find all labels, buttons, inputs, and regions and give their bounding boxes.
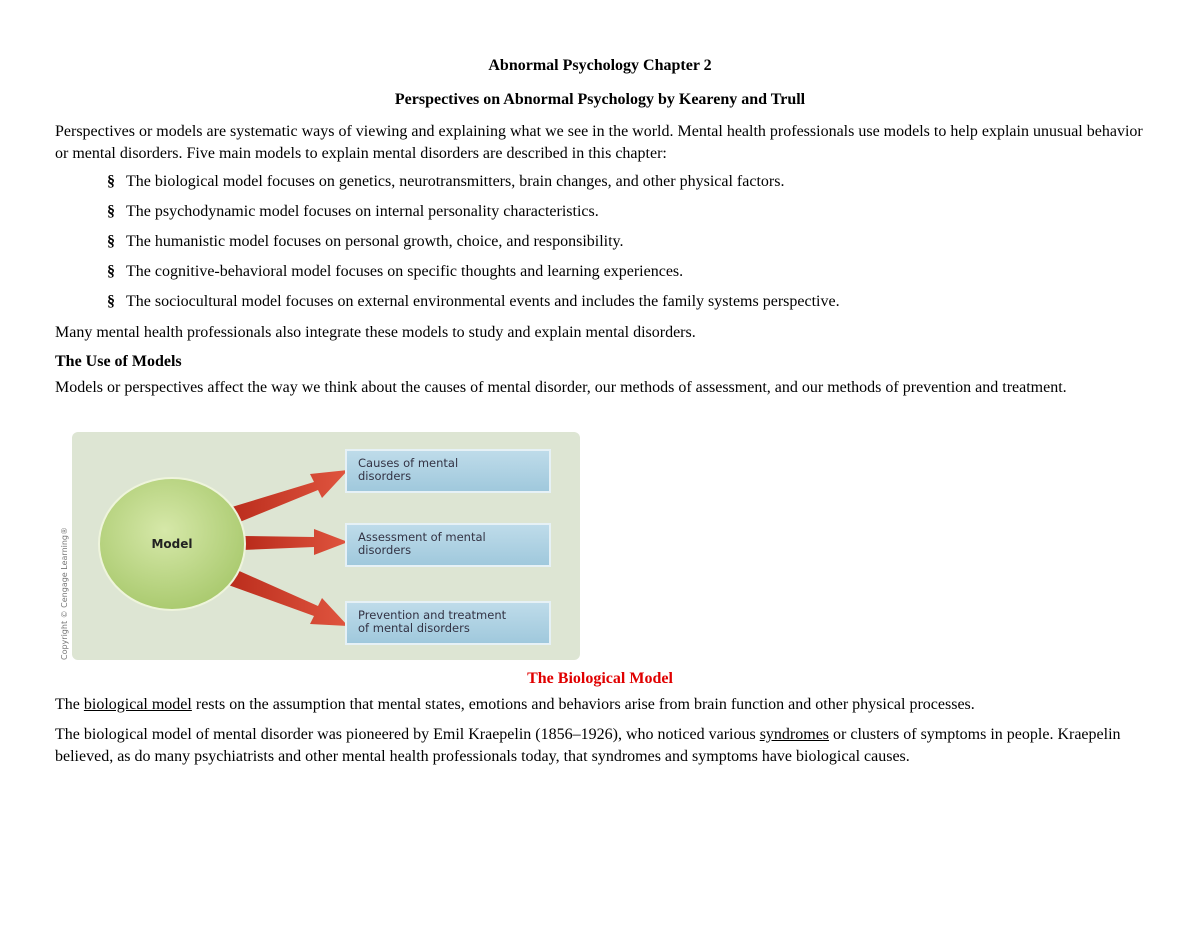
bullet-text: The psychodynamic model focuses on internal personality characteristics. — [126, 203, 599, 220]
bullet-item — [107, 291, 1147, 313]
bullet-text: The humanistic model focuses on personal growth, choice, and responsibility. — [126, 233, 624, 250]
bullet-mark: § — [107, 263, 115, 280]
bio1-post: rests on the assumption that mental states, emotions and behaviors arise from brain function and other physical processes. — [191, 696, 975, 713]
bullet-item — [107, 261, 1147, 283]
intro-paragraph: Perspectives or models are systematic ways of viewing and explaining what we see in the world. Mental health professionals use models to help explain unusual behavior or mental disorders. Five main models to explain mental disorders are described in this chapter: — [55, 123, 1143, 162]
bio1-pre: The — [55, 696, 84, 713]
use-of-models-paragraph: Models or perspectives affect the way we think about the causes of mental disorder, our methods of assessment, and our methods of prevention and treatment. — [55, 379, 1067, 396]
bullet-text: The sociocultural model focuses on external environmental events and includes the family systems perspective. — [126, 293, 840, 310]
box-assessment-line2: disorders — [358, 543, 412, 557]
box-causes-line2: disorders — [358, 469, 412, 483]
integrate-paragraph: Many mental health professionals also integrate these models to study and explain mental disorders. — [55, 324, 696, 341]
document-title: Abnormal Psychology Chapter 2 — [488, 57, 712, 74]
bullet-mark: § — [107, 203, 115, 220]
biological-paragraph-1 — [55, 694, 1145, 716]
biological-model-term: biological model — [83, 696, 192, 713]
bullet-text: The cognitive-behavioral model focuses on specific thoughts and learning experiences. — [126, 263, 684, 280]
bullet-mark: § — [107, 293, 115, 310]
bio2-pre: The biological model of mental disorder was pioneered by Emil Kraepelin (1856–1926), who noticed various — [55, 726, 760, 743]
box-assessment-line1: Assessment of mental — [358, 530, 486, 544]
biological-model-heading: The Biological Model — [527, 670, 673, 687]
box-causes-line1: Causes of mental — [358, 456, 459, 470]
bio2-post: or clusters of symptoms in people. Kraepelin believed, as do many psychiatrists and other mental health professionals today, that syndromes and symptoms have biological causes. — [55, 726, 1121, 765]
box-prevention-line2: of mental disorders — [358, 621, 470, 635]
figure-copyright: Copyright © Cengage Learning® — [60, 526, 69, 660]
model-label: Model — [151, 537, 193, 551]
box-prevention-line1: Prevention and treatment — [358, 608, 507, 622]
bullet-mark: § — [107, 173, 115, 190]
bullet-item — [107, 231, 1147, 253]
bullet-text: The biological model focuses on genetics, neurotransmitters, brain changes, and other physical factors. — [126, 173, 785, 190]
use-of-models-heading: The Use of Models — [55, 353, 182, 370]
bullet-item — [107, 171, 1147, 193]
bullet-item — [107, 201, 1147, 223]
document-subtitle: Perspectives on Abnormal Psychology by Keareny and Trull — [394, 91, 806, 108]
bullet-mark: § — [107, 233, 115, 250]
models-figure — [52, 430, 582, 662]
syndromes-term: syndromes — [759, 726, 830, 743]
biological-paragraph-2 — [55, 724, 1145, 768]
